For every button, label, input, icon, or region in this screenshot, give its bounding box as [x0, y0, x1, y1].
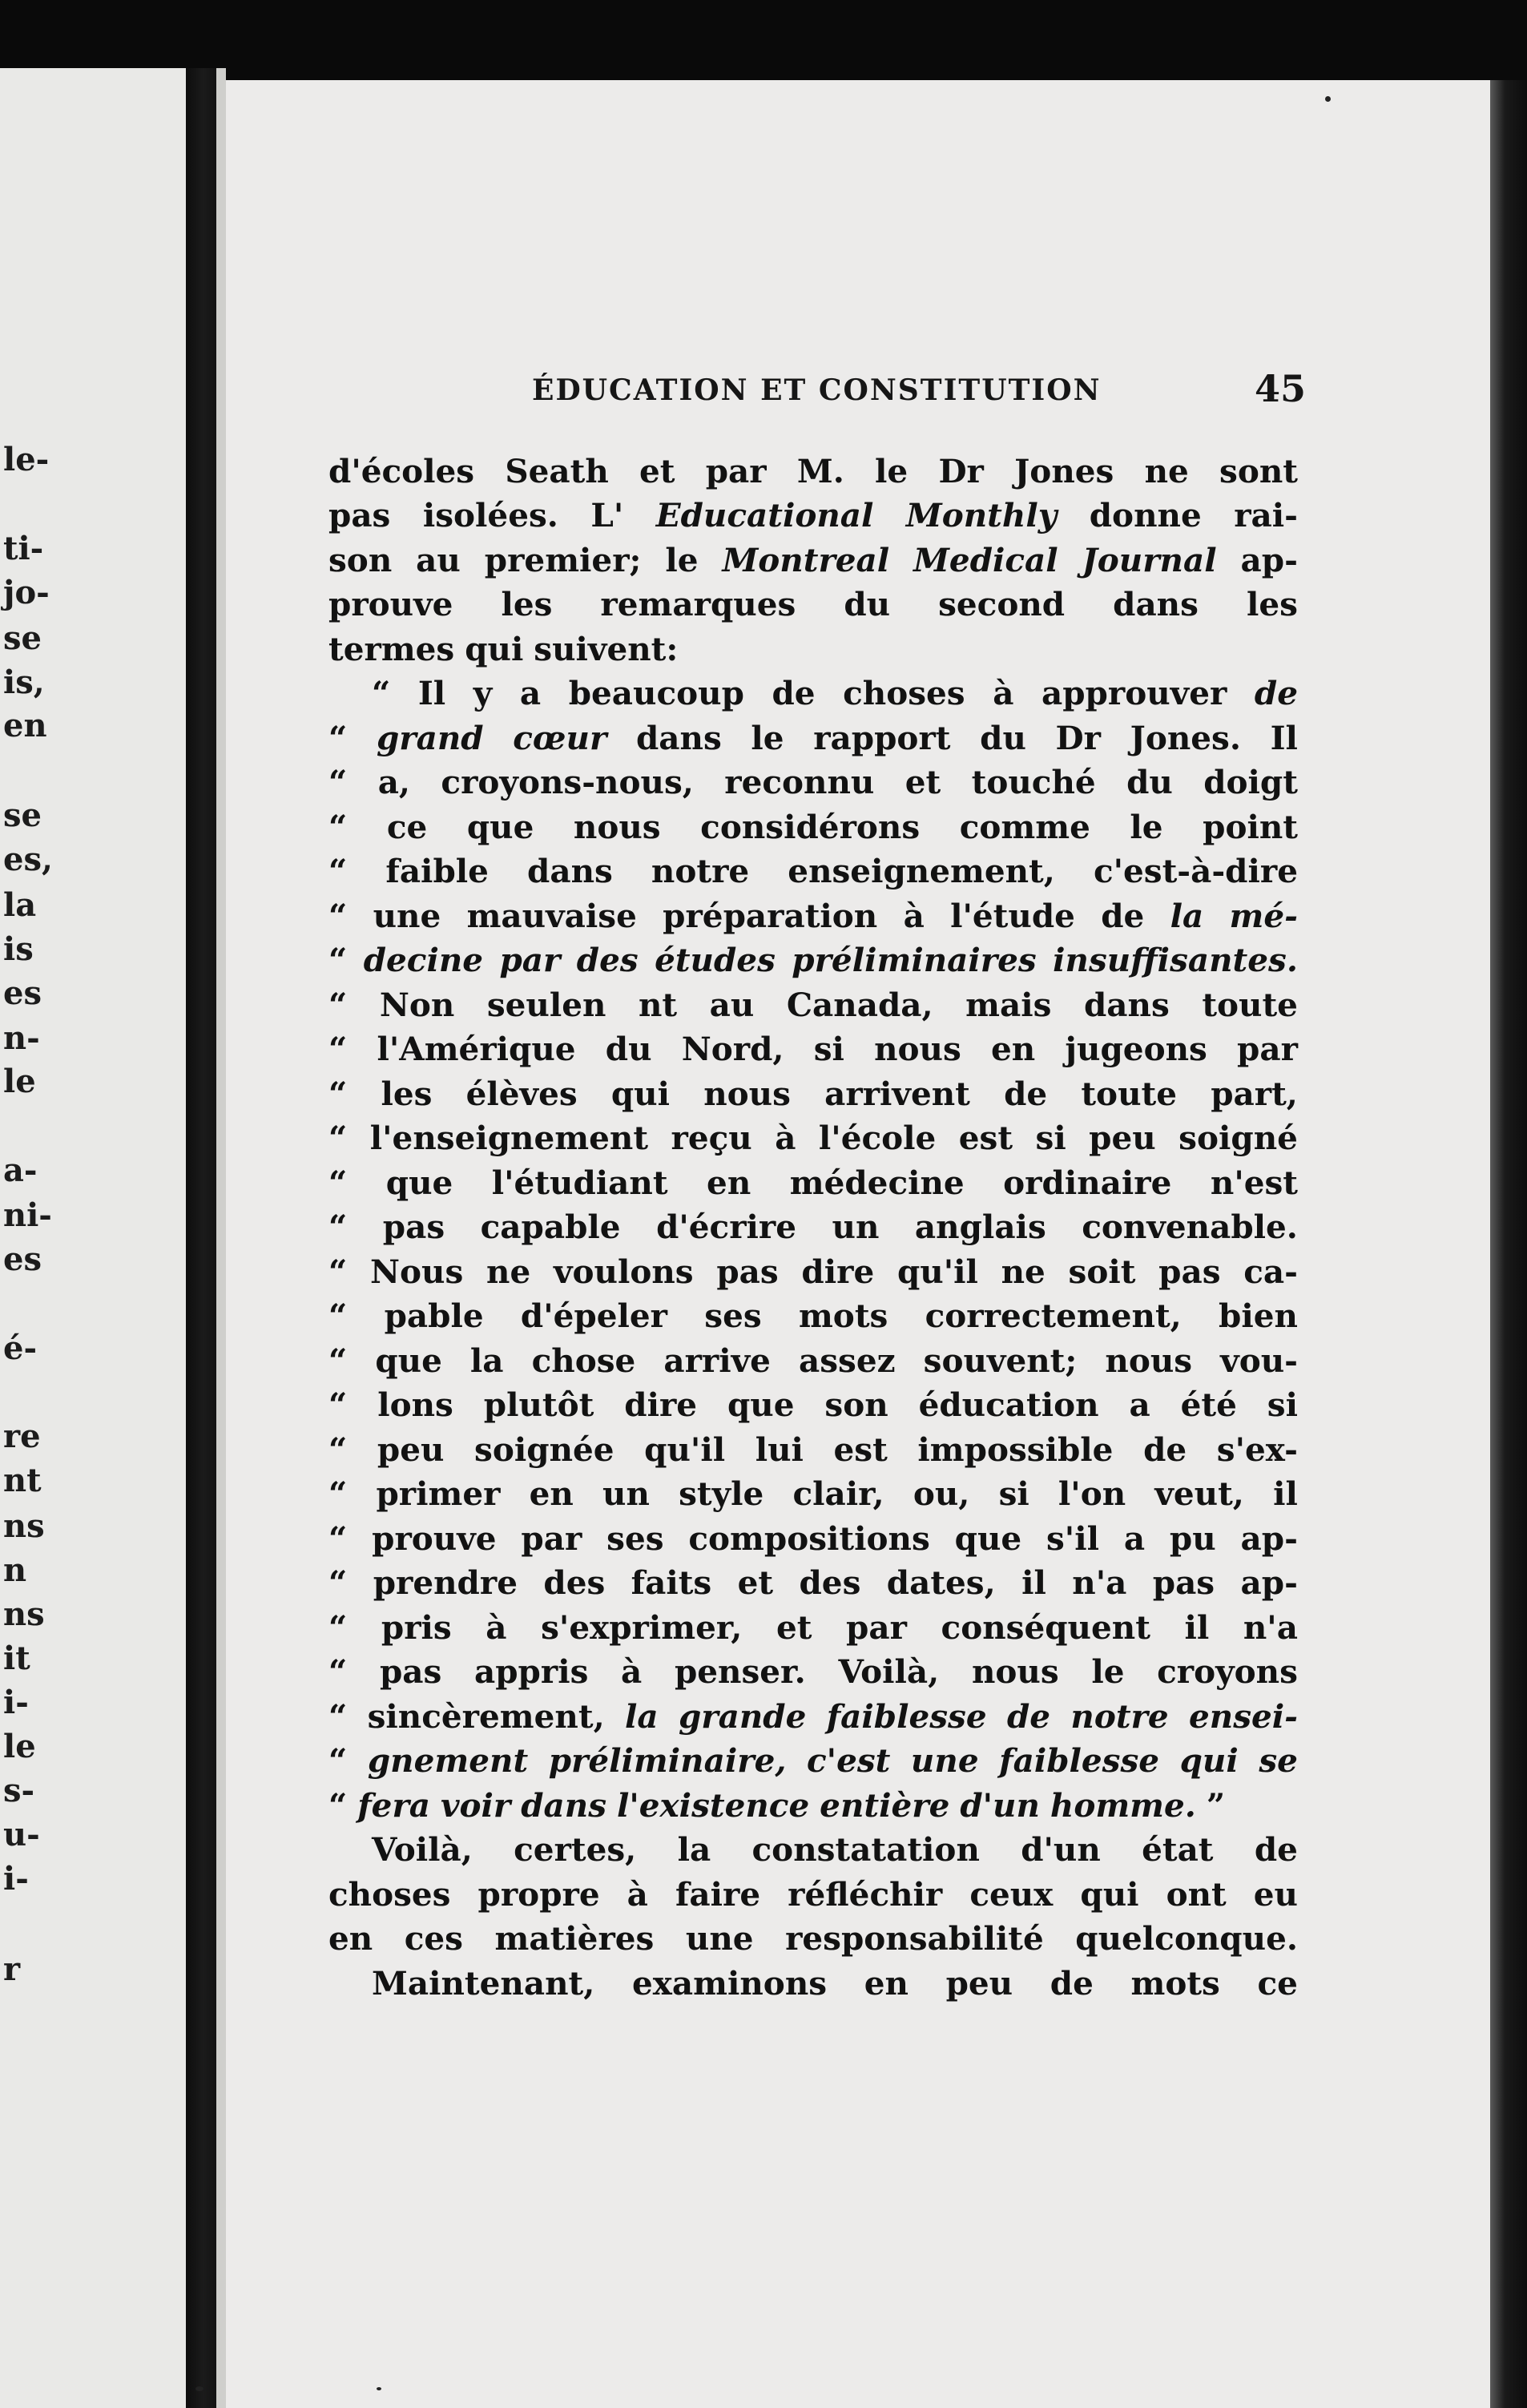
text-line: “ a, croyons-nous, reconnu et touché du doigt [328, 763, 1298, 802]
text-line: “ Nous ne voulons pas dire qu'il ne soit pas ca- [328, 1252, 1298, 1291]
facing-page-fragment-text: ti- [3, 530, 44, 567]
text-line: Voilà, certes, la constatation d'un état de [372, 1830, 1298, 1870]
text-line: “ les élèves qui nous arrivent de toute part, [328, 1074, 1298, 1113]
text-line: “ une mauvaise préparation à l'étude de la mé- [328, 896, 1298, 935]
text-line: prouve les remarques du second dans les [328, 585, 1298, 624]
text-line: “ fera voir dans l'existence entière d'un homme. ” [328, 1785, 1226, 1825]
text-line: “ grand cœur dans le rapport du Dr Jones. Il [328, 718, 1298, 757]
text-line: termes qui suivent: [328, 629, 679, 668]
text-line: “ l'Amérique du Nord, si nous en jugeons par [328, 1030, 1298, 1069]
text-line: “ primer en un style clair, ou, si l'on veut, il [328, 1474, 1298, 1514]
text-line: “ ce que nous considérons comme le point [328, 807, 1298, 846]
facing-page-fragment-text: is [3, 930, 34, 968]
text-line: “ Il y a beaucoup de choses à approuver de [372, 674, 1298, 713]
facing-page-fragment-text: jo- [3, 574, 50, 611]
facing-page-fragment-text: le [3, 1728, 36, 1765]
text-line: “ sincèrement, la grande faiblesse de notre ensei- [328, 1696, 1298, 1736]
text-line: “ pas appris à penser. Voilà, nous le croyons [328, 1652, 1298, 1692]
facing-page-fragment-text: ns [3, 1507, 45, 1545]
text-line: “ pas capable d'écrire un anglais convenable. [328, 1208, 1298, 1247]
text-line: “ Non seulen nt au Canada, mais dans toute [328, 985, 1298, 1024]
text-line: d'écoles Seath et par M. le Dr Jones ne sont [328, 451, 1298, 490]
facing-page-fragment [0, 68, 186, 2408]
page-body-text [328, 449, 1298, 2006]
text-line: en ces matières une responsabilité quelconque. [328, 1919, 1298, 1958]
facing-page-fragment-text: r [3, 1950, 21, 1988]
text-line: “ gnement préliminaire, c'est une faiblesse qui se [328, 1741, 1298, 1781]
facing-page-fragment-text: se [3, 619, 42, 657]
facing-page-fragment-text: i- [3, 1684, 29, 1721]
facing-page-fragment-text: n- [3, 1019, 40, 1057]
facing-page-fragment-text: le [3, 1063, 36, 1100]
facing-page-fragment-text: ns [3, 1595, 45, 1633]
text-line: Maintenant, examinons en peu de mots ce [372, 1963, 1298, 2003]
text-line: “ pable d'épeler ses mots correctement, bien [328, 1297, 1298, 1336]
facing-page-fragment-text: it [3, 1640, 30, 1677]
scan-top-border [0, 0, 1527, 80]
facing-page-fragment-text: la [3, 886, 37, 924]
facing-page-fragment-text: a- [3, 1152, 38, 1189]
scan-speck [1325, 96, 1331, 102]
text-line: “ l'enseignement reçu à l'école est si peu soigné [328, 1119, 1298, 1158]
facing-page-fragment-text: es [3, 974, 42, 1012]
page-edge [216, 68, 226, 2408]
scan-speck [195, 2386, 203, 2391]
facing-page-text-fragments [0, 68, 186, 2408]
text-line: “ prendre des faits et des dates, il n'a pas ap- [328, 1563, 1298, 1603]
facing-page-fragment-text: en [3, 707, 47, 744]
text-line: son au premier; le Montreal Medical Journal ap- [328, 540, 1298, 579]
text-line: “ faible dans notre enseignement, c'est-à-dire [328, 852, 1298, 891]
text-line: “ pris à s'exprimer, et par conséquent il n'a [328, 1607, 1298, 1647]
running-head: ÉDUCATION ET CONSTITUTION [532, 373, 1102, 407]
page-number: 45 [1255, 367, 1307, 410]
facing-page-fragment-text: nt [3, 1462, 42, 1499]
text-line: “ que la chose arrive assez souvent; nous vou- [328, 1341, 1298, 1380]
scan-speck [377, 2387, 381, 2390]
text-line: “ que l'étudiant en médecine ordinaire n'est [328, 1163, 1298, 1202]
facing-page-fragment-text: n [3, 1551, 27, 1589]
text-line: “ decine par des études préliminaires insuffisantes. [328, 941, 1298, 980]
scan-right-border [1490, 80, 1527, 2408]
facing-page-fragment-text: re [3, 1418, 41, 1455]
facing-page-fragment-text: is, [3, 664, 45, 701]
text-line: “ prouve par ses compositions que s'il a pu ap- [328, 1519, 1298, 1558]
facing-page-fragment-text: s- [3, 1772, 35, 1809]
text-line: “ lons plutôt dire que son éducation a été si [328, 1386, 1298, 1425]
facing-page-fragment-text: é- [3, 1329, 38, 1367]
facing-page-fragment-text: es [3, 1240, 42, 1278]
facing-page-fragment-text: u- [3, 1816, 40, 1853]
text-line: choses propre à faire réfléchir ceux qui ont eu [328, 1874, 1298, 1914]
facing-page-fragment-text: se [3, 797, 42, 834]
text-line: pas isolées. L' Educational Monthly donne rai- [328, 496, 1298, 535]
facing-page-fragment-text: es, [3, 841, 53, 878]
facing-page-fragment-text: le- [3, 441, 50, 478]
facing-page-fragment-text: ni- [3, 1196, 52, 1234]
text-line: “ peu soignée qu'il lui est impossible de s'ex- [328, 1430, 1298, 1469]
facing-page-fragment-text: i- [3, 1860, 29, 1898]
